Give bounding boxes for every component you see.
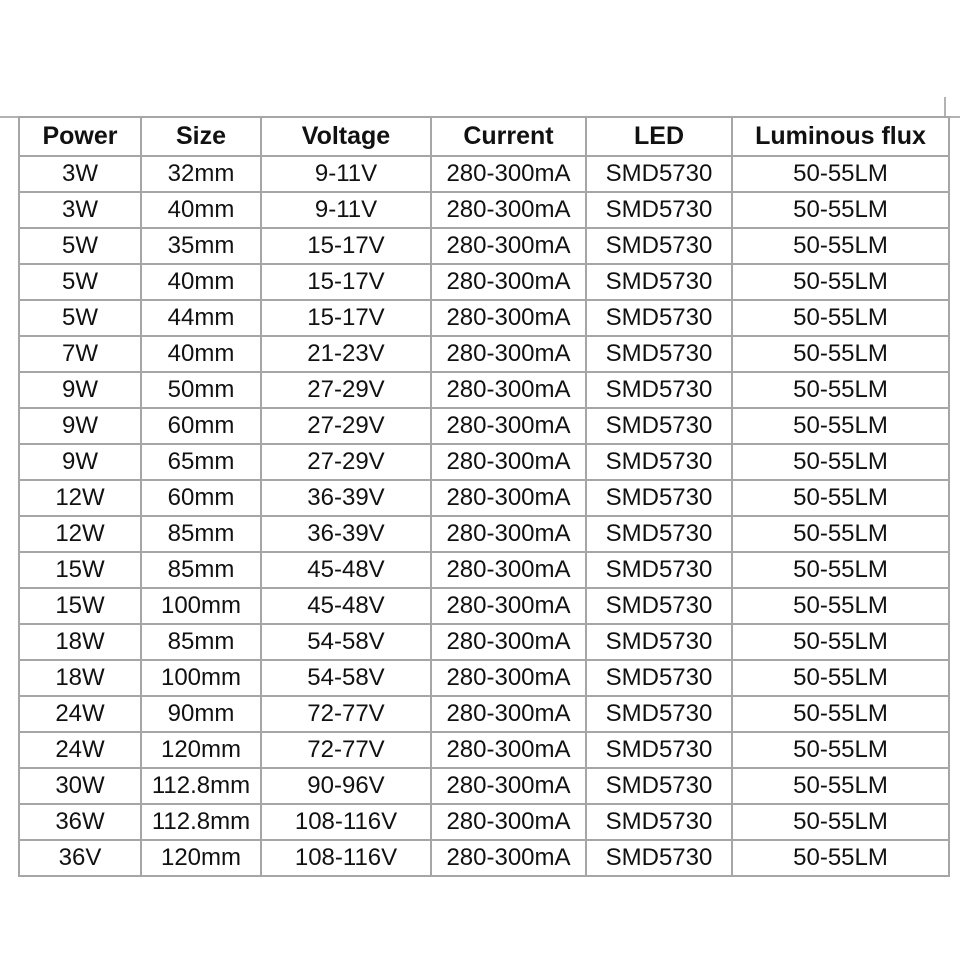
table-cell: 36-39V [261,516,431,552]
table-cell: 40mm [141,264,261,300]
table-cell: 24W [19,696,141,732]
table-cell: 280-300mA [431,624,586,660]
table-cell: SMD5730 [586,732,732,768]
table-row [19,336,949,372]
table-cell: 7W [19,336,141,372]
table-cell: 5W [19,300,141,336]
table-cell: 5W [19,228,141,264]
table-cell: 50-55LM [732,552,949,588]
table-cell: SMD5730 [586,516,732,552]
table-cell: 280-300mA [431,660,586,696]
table-cell: SMD5730 [586,804,732,840]
table-cell: 50-55LM [732,732,949,768]
table-cell: 50-55LM [732,264,949,300]
table-cell: 50-55LM [732,228,949,264]
gridline-stub-top-left [0,116,18,118]
table-row [19,156,949,192]
table-row [19,552,949,588]
table-row [19,192,949,228]
column-header-power: Power [19,117,141,156]
table-row [19,480,949,516]
table-cell: SMD5730 [586,768,732,804]
table-cell: 100mm [141,660,261,696]
table-row [19,804,949,840]
table-cell: SMD5730 [586,228,732,264]
gridline-stub-right-top [944,97,946,117]
table-cell: 36-39V [261,480,431,516]
table-cell: 40mm [141,336,261,372]
table-cell: 280-300mA [431,336,586,372]
table-row [19,516,949,552]
table-cell: 90mm [141,696,261,732]
table-cell: 50-55LM [732,408,949,444]
table-cell: 50-55LM [732,156,949,192]
table-cell: 280-300mA [431,444,586,480]
table-cell: 27-29V [261,408,431,444]
table-cell: 9W [19,444,141,480]
table-row [19,768,949,804]
table-row [19,300,949,336]
table-row [19,264,949,300]
table-cell: 15W [19,552,141,588]
table-cell: 50-55LM [732,480,949,516]
table-cell: SMD5730 [586,336,732,372]
column-header-size: Size [141,117,261,156]
table-cell: 18W [19,660,141,696]
table-row [19,372,949,408]
table-cell: 15-17V [261,264,431,300]
table-cell: 280-300mA [431,768,586,804]
table-row [19,840,949,876]
table-cell: 280-300mA [431,804,586,840]
table-cell: SMD5730 [586,840,732,876]
table-cell: 60mm [141,480,261,516]
table-cell: SMD5730 [586,696,732,732]
table-cell: 27-29V [261,372,431,408]
table-cell: 112.8mm [141,804,261,840]
table-cell: 3W [19,156,141,192]
table-cell: 280-300mA [431,588,586,624]
table-cell: SMD5730 [586,444,732,480]
table-cell: SMD5730 [586,156,732,192]
table-cell: 50-55LM [732,804,949,840]
table-cell: 112.8mm [141,768,261,804]
table-cell: 280-300mA [431,156,586,192]
table-cell: 15-17V [261,300,431,336]
table-cell: 50-55LM [732,444,949,480]
table-cell: 27-29V [261,444,431,480]
spec-table-body [19,156,949,876]
table-cell: SMD5730 [586,264,732,300]
table-cell: 45-48V [261,588,431,624]
table-cell: 280-300mA [431,552,586,588]
table-cell: 9-11V [261,156,431,192]
column-header-led: LED [586,117,732,156]
table-cell: SMD5730 [586,408,732,444]
table-cell: 5W [19,264,141,300]
table-row [19,228,949,264]
table-cell: 72-77V [261,732,431,768]
table-row [19,732,949,768]
table-cell: 280-300mA [431,516,586,552]
column-header-voltage: Voltage [261,117,431,156]
table-cell: 280-300mA [431,408,586,444]
table-row [19,588,949,624]
table-cell: 18W [19,624,141,660]
table-cell: 15-17V [261,228,431,264]
table-cell: SMD5730 [586,588,732,624]
table-cell: 280-300mA [431,372,586,408]
table-cell: SMD5730 [586,552,732,588]
table-cell: 60mm [141,408,261,444]
table-cell: 9W [19,372,141,408]
table-cell: 50-55LM [732,840,949,876]
table-cell: 50-55LM [732,300,949,336]
table-cell: 85mm [141,552,261,588]
table-cell: 85mm [141,516,261,552]
table-cell: 9W [19,408,141,444]
table-cell: SMD5730 [586,660,732,696]
table-cell: 54-58V [261,660,431,696]
table-cell: 15W [19,588,141,624]
table-cell: 40mm [141,192,261,228]
table-cell: 50-55LM [732,516,949,552]
table-row [19,408,949,444]
table-cell: SMD5730 [586,300,732,336]
table-cell: 280-300mA [431,300,586,336]
table-cell: 54-58V [261,624,431,660]
table-cell: 36V [19,840,141,876]
table-cell: SMD5730 [586,480,732,516]
table-row [19,660,949,696]
table-cell: 30W [19,768,141,804]
table-cell: 90-96V [261,768,431,804]
table-cell: 108-116V [261,840,431,876]
table-cell: 72-77V [261,696,431,732]
table-cell: SMD5730 [586,192,732,228]
table-cell: 50-55LM [732,768,949,804]
header-row [19,117,949,156]
table-cell: 21-23V [261,336,431,372]
table-cell: 3W [19,192,141,228]
table-cell: 280-300mA [431,228,586,264]
table-cell: 32mm [141,156,261,192]
table-cell: 280-300mA [431,264,586,300]
table-cell: SMD5730 [586,624,732,660]
table-cell: 12W [19,480,141,516]
column-header-luminous-flux: Luminous flux [732,117,949,156]
column-header-current: Current [431,117,586,156]
table-cell: 50-55LM [732,696,949,732]
table-cell: 9-11V [261,192,431,228]
table-cell: 280-300mA [431,192,586,228]
table-cell: 12W [19,516,141,552]
table-cell: 280-300mA [431,480,586,516]
table-row [19,624,949,660]
table-cell: 65mm [141,444,261,480]
table-cell: 280-300mA [431,696,586,732]
table-cell: 36W [19,804,141,840]
table-cell: 85mm [141,624,261,660]
table-cell: 50-55LM [732,624,949,660]
table-cell: 108-116V [261,804,431,840]
table-cell: 100mm [141,588,261,624]
table-row [19,444,949,480]
table-cell: 50-55LM [732,372,949,408]
table-cell: 50-55LM [732,660,949,696]
table-cell: 120mm [141,732,261,768]
table-cell: 24W [19,732,141,768]
led-spec-table [18,116,950,877]
table-cell: 35mm [141,228,261,264]
table-cell: 120mm [141,840,261,876]
table-row [19,696,949,732]
table-cell: 280-300mA [431,840,586,876]
table-cell: 50-55LM [732,588,949,624]
table-cell: 50-55LM [732,192,949,228]
table-cell: 44mm [141,300,261,336]
table-cell: 50mm [141,372,261,408]
table-cell: 45-48V [261,552,431,588]
table-cell: 280-300mA [431,732,586,768]
table-cell: SMD5730 [586,372,732,408]
table-cell: 50-55LM [732,336,949,372]
